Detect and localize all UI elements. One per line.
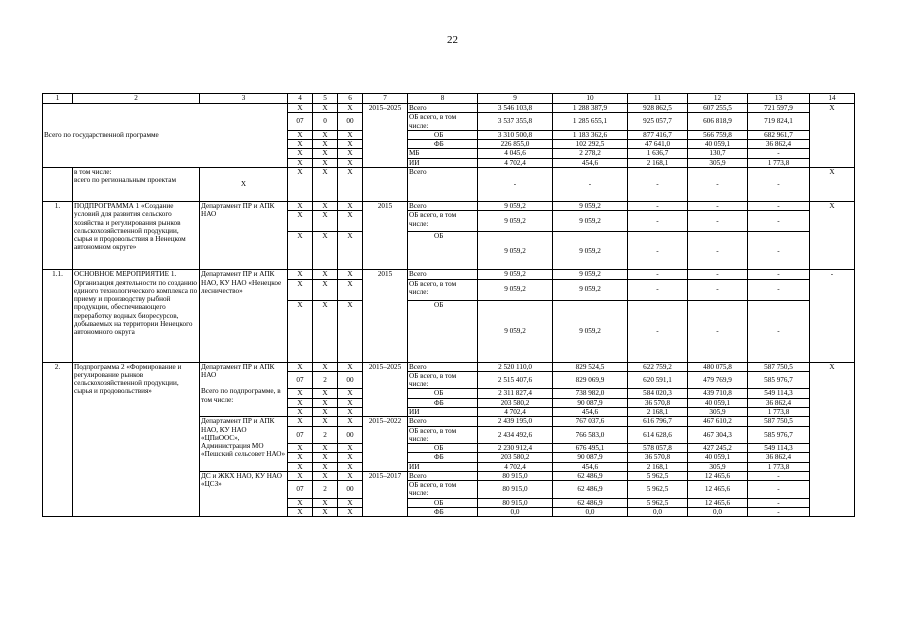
amount-cell: 549 114,3 bbox=[748, 444, 810, 453]
code-cell: Х bbox=[288, 158, 313, 167]
amount-cell: 36 862,4 bbox=[748, 140, 810, 149]
code-cell: 2 bbox=[313, 371, 338, 389]
amount-cell: 1 288 387,9 bbox=[553, 104, 628, 113]
amount-cell: 467 610,2 bbox=[688, 417, 748, 426]
funding-source: Всего bbox=[408, 417, 478, 426]
funding-source: Всего bbox=[408, 201, 478, 210]
executor-cell: Департамент ПР и АПК НАО, КУ НАО «ЦПиООС», Администрация МО «Пешский сельсовет НАО» bbox=[200, 417, 288, 472]
amount-cell: 203 580,2 bbox=[478, 453, 553, 462]
amount-cell: - bbox=[688, 232, 748, 270]
amount-cell: 585 976,7 bbox=[748, 371, 810, 389]
code-cell: Х bbox=[313, 398, 338, 407]
amount-cell: 925 057,7 bbox=[628, 113, 688, 131]
amount-cell: 0,0 bbox=[478, 508, 553, 517]
amount-cell: 90 087,9 bbox=[553, 398, 628, 407]
code-cell: Х bbox=[288, 362, 313, 371]
table-row bbox=[43, 201, 855, 210]
code-cell: Х bbox=[338, 130, 363, 139]
column-header: 7 bbox=[363, 94, 408, 104]
amount-cell: 9 059,2 bbox=[478, 300, 553, 362]
amount-cell: 480 075,8 bbox=[688, 362, 748, 371]
amount-cell: 2 278,2 bbox=[553, 149, 628, 158]
code-cell: Х bbox=[313, 417, 338, 426]
amount-cell: 12 465,6 bbox=[688, 498, 748, 507]
period-cell: 2015–2025 bbox=[363, 362, 408, 417]
funding-source: ОБ bbox=[408, 389, 478, 398]
code-cell: 07 bbox=[288, 371, 313, 389]
amount-cell: 1 773,8 bbox=[748, 407, 810, 416]
amount-cell: 2 439 195,0 bbox=[478, 417, 553, 426]
item-label: ОСНОВНОЕ МЕРОПРИЯТИЕ 1. Организация деятельности по созданию единого технологического комплекса по приему и производству рыбной продукции, обеспечивающего переработку водных биоресурсов, добываемых на территории Ненецкого автономного округа bbox=[73, 270, 200, 362]
code-cell: Х bbox=[313, 508, 338, 517]
code-cell: Х bbox=[288, 149, 313, 158]
amount-cell: 439 710,8 bbox=[688, 389, 748, 398]
amount-cell: 9 059,2 bbox=[478, 270, 553, 279]
code-cell: Х bbox=[288, 211, 313, 232]
period-cell: 2015 bbox=[363, 270, 408, 362]
header-row bbox=[43, 94, 855, 104]
amount-cell: 620 591,1 bbox=[628, 371, 688, 389]
amount-cell: 454,6 bbox=[553, 407, 628, 416]
note-cell: - bbox=[810, 270, 855, 362]
code-cell: Х bbox=[338, 508, 363, 517]
code-cell: Х bbox=[313, 158, 338, 167]
item-number: 2. bbox=[43, 362, 73, 517]
funding-source: ОБ всего, в том числе: bbox=[408, 371, 478, 389]
amount-cell: 585 976,7 bbox=[748, 426, 810, 444]
amount-cell: 226 855,0 bbox=[478, 140, 553, 149]
code-cell: Х bbox=[288, 300, 313, 362]
amount-cell: - bbox=[748, 508, 810, 517]
amount-cell: 719 824,1 bbox=[748, 113, 810, 131]
amount-cell: - bbox=[628, 201, 688, 210]
amount-cell: 5 962,5 bbox=[628, 498, 688, 507]
amount-cell: - bbox=[628, 211, 688, 232]
code-cell: 07 bbox=[288, 426, 313, 444]
code-cell: Х bbox=[338, 167, 363, 201]
amount-cell: 62 486,9 bbox=[553, 498, 628, 507]
period-cell: 2015–2022 bbox=[363, 417, 408, 472]
amount-cell: 36 862,4 bbox=[748, 398, 810, 407]
code-cell: Х bbox=[338, 407, 363, 416]
program-total-label: Всего по государственной программе bbox=[43, 104, 288, 168]
funding-source: ФБ bbox=[408, 398, 478, 407]
amount-cell: - bbox=[748, 498, 810, 507]
item-number: 1. bbox=[43, 201, 73, 269]
table-row bbox=[43, 104, 855, 113]
funding-source: ОБ всего, в том числе: bbox=[408, 481, 478, 499]
code-cell: Х bbox=[338, 362, 363, 371]
code-cell: Х bbox=[313, 211, 338, 232]
executor-cell: Департамент ПР и АПК НАО bbox=[200, 201, 288, 269]
code-cell: Х bbox=[288, 167, 313, 201]
code-cell: Х bbox=[288, 270, 313, 279]
code-cell: Х bbox=[313, 362, 338, 371]
amount-cell: 676 495,1 bbox=[553, 444, 628, 453]
column-header: 5 bbox=[313, 94, 338, 104]
amount-cell: 721 597,9 bbox=[748, 104, 810, 113]
code-cell: Х bbox=[313, 389, 338, 398]
amount-cell: - bbox=[748, 201, 810, 210]
num-cell bbox=[43, 167, 73, 201]
column-header: 3 bbox=[200, 94, 288, 104]
code-cell: Х bbox=[288, 471, 313, 480]
amount-cell: 4 702,4 bbox=[478, 158, 553, 167]
column-header: 10 bbox=[553, 94, 628, 104]
code-cell: Х bbox=[338, 417, 363, 426]
amount-cell: 584 020,3 bbox=[628, 389, 688, 398]
code-cell: Х bbox=[313, 444, 338, 453]
amount-cell: - bbox=[748, 471, 810, 480]
amount-cell: 5 962,5 bbox=[628, 471, 688, 480]
funding-source: ОБ bbox=[408, 444, 478, 453]
code-cell: Х bbox=[338, 211, 363, 232]
funding-source: ОБ всего, в том числе: bbox=[408, 279, 478, 300]
amount-cell: 12 465,6 bbox=[688, 471, 748, 480]
column-header: 12 bbox=[688, 94, 748, 104]
funding-source: ИИ bbox=[408, 158, 478, 167]
table-body bbox=[43, 94, 855, 517]
amount-cell: 9 059,2 bbox=[553, 201, 628, 210]
code-cell: Х bbox=[288, 453, 313, 462]
code-cell: Х bbox=[338, 389, 363, 398]
code-cell: Х bbox=[313, 167, 338, 201]
amount-cell: 622 759,2 bbox=[628, 362, 688, 371]
code-cell: Х bbox=[338, 232, 363, 270]
amount-cell: 566 759,8 bbox=[688, 130, 748, 139]
amount-cell: 36 862,4 bbox=[748, 453, 810, 462]
period-cell bbox=[363, 167, 408, 201]
amount-cell: 738 982,0 bbox=[553, 389, 628, 398]
code-cell: Х bbox=[288, 444, 313, 453]
amount-cell: 62 486,9 bbox=[553, 471, 628, 480]
code-cell: Х bbox=[338, 201, 363, 210]
funding-source: ИИ bbox=[408, 462, 478, 471]
amount-cell: 102 292,5 bbox=[553, 140, 628, 149]
amount-cell: 9 059,2 bbox=[478, 211, 553, 232]
amount-cell: 2 168,1 bbox=[628, 407, 688, 416]
code-cell: Х bbox=[288, 407, 313, 416]
amount-cell: - bbox=[748, 279, 810, 300]
funding-source: ОБ всего, в том числе: bbox=[408, 113, 478, 131]
amount-cell: 2 520 110,0 bbox=[478, 362, 553, 371]
amount-cell: 9 059,2 bbox=[553, 232, 628, 270]
amount-cell: 1 773,8 bbox=[748, 462, 810, 471]
amount-cell: 0,0 bbox=[628, 508, 688, 517]
amount-cell: 479 769,9 bbox=[688, 371, 748, 389]
amount-cell: 80 915,0 bbox=[478, 471, 553, 480]
amount-cell: 3 537 355,8 bbox=[478, 113, 553, 131]
column-header: 13 bbox=[748, 94, 810, 104]
amount-cell: 80 915,0 bbox=[478, 481, 553, 499]
amount-cell: 3 546 103,8 bbox=[478, 104, 553, 113]
amount-cell: 454,6 bbox=[553, 462, 628, 471]
funding-source: ФБ bbox=[408, 140, 478, 149]
code-cell: Х bbox=[288, 498, 313, 507]
code-cell: Х bbox=[338, 398, 363, 407]
period-cell: 2015–2017 bbox=[363, 471, 408, 516]
period-cell: 2015 bbox=[363, 201, 408, 269]
column-header: 11 bbox=[628, 94, 688, 104]
amount-cell: 90 087,9 bbox=[553, 453, 628, 462]
column-header: 6 bbox=[338, 94, 363, 104]
amount-cell: - bbox=[478, 167, 553, 201]
amount-cell: 0,0 bbox=[688, 508, 748, 517]
code-cell: Х bbox=[338, 462, 363, 471]
amount-cell: 587 750,5 bbox=[748, 417, 810, 426]
executor-cell: Департамент ПР и АПК НАО Всего по подпрограмме, в том числе: bbox=[200, 362, 288, 417]
funding-source: ОБ всего, в том числе: bbox=[408, 211, 478, 232]
amount-cell: - bbox=[628, 270, 688, 279]
code-cell: Х bbox=[288, 201, 313, 210]
code-cell: Х bbox=[338, 444, 363, 453]
code-cell: Х bbox=[313, 149, 338, 158]
code-cell: Х bbox=[288, 417, 313, 426]
amount-cell: - bbox=[628, 232, 688, 270]
amount-cell: 40 059,1 bbox=[688, 398, 748, 407]
code-cell: Х bbox=[338, 453, 363, 462]
amount-cell: 614 628,6 bbox=[628, 426, 688, 444]
note-cell: Х bbox=[810, 201, 855, 269]
amount-cell: 549 114,3 bbox=[748, 389, 810, 398]
amount-cell: 1 773,8 bbox=[748, 158, 810, 167]
funding-source: ОБ всего, в том числе: bbox=[408, 426, 478, 444]
code-cell: Х bbox=[338, 279, 363, 300]
amount-cell: 2 168,1 bbox=[628, 158, 688, 167]
amount-cell: 829 069,9 bbox=[553, 371, 628, 389]
code-cell: Х bbox=[288, 508, 313, 517]
amount-cell: 606 818,9 bbox=[688, 113, 748, 131]
amount-cell: 829 524,5 bbox=[553, 362, 628, 371]
column-header: 9 bbox=[478, 94, 553, 104]
amount-cell: - bbox=[688, 300, 748, 362]
amount-cell: 40 059,1 bbox=[688, 140, 748, 149]
executor-cell: Департамент ПР и АПК НАО, КУ НАО «Ненецкое лесничество» bbox=[200, 270, 288, 362]
amount-cell: 2 311 827,4 bbox=[478, 389, 553, 398]
funding-source: ФБ bbox=[408, 453, 478, 462]
column-header: 1 bbox=[43, 94, 73, 104]
amount-cell: 12 465,6 bbox=[688, 481, 748, 499]
code-cell: Х bbox=[338, 471, 363, 480]
amount-cell: 1 285 655,1 bbox=[553, 113, 628, 131]
code-cell: 0 bbox=[313, 113, 338, 131]
funding-source: Всего bbox=[408, 270, 478, 279]
code-cell: Х bbox=[288, 398, 313, 407]
code-cell: 00 bbox=[338, 426, 363, 444]
column-header: 2 bbox=[73, 94, 200, 104]
amount-cell: - bbox=[688, 201, 748, 210]
funding-source: МБ bbox=[408, 149, 478, 158]
note-cell: Х bbox=[810, 167, 855, 201]
item-number: 1.1. bbox=[43, 270, 73, 362]
code-cell: Х bbox=[313, 279, 338, 300]
amount-cell: 454,6 bbox=[553, 158, 628, 167]
amount-cell: 928 862,5 bbox=[628, 104, 688, 113]
page-number: 22 bbox=[447, 34, 458, 46]
amount-cell: 467 304,3 bbox=[688, 426, 748, 444]
amount-cell: - bbox=[688, 167, 748, 201]
table-row bbox=[43, 362, 855, 371]
code-cell: Х bbox=[288, 130, 313, 139]
amount-cell: - bbox=[748, 481, 810, 499]
amount-cell: 9 059,2 bbox=[478, 279, 553, 300]
code-cell: Х bbox=[338, 158, 363, 167]
code-cell: Х bbox=[313, 462, 338, 471]
amount-cell: 616 796,7 bbox=[628, 417, 688, 426]
code-cell: Х bbox=[313, 471, 338, 480]
code-cell: 2 bbox=[313, 481, 338, 499]
amount-cell: 9 059,2 bbox=[478, 201, 553, 210]
code-cell: 2 bbox=[313, 426, 338, 444]
column-header: 4 bbox=[288, 94, 313, 104]
code-cell: Х bbox=[313, 232, 338, 270]
item-label: Подпрограмма 2 «Формирование и регулирование рынков сельскохозяйственной продукции, сырья и продовольствия» bbox=[73, 362, 200, 517]
amount-cell: 9 059,2 bbox=[478, 232, 553, 270]
funding-source: Всего bbox=[408, 104, 478, 113]
amount-cell: 877 416,7 bbox=[628, 130, 688, 139]
amount-cell: - bbox=[628, 167, 688, 201]
amount-cell: 40 059,1 bbox=[688, 453, 748, 462]
amount-cell: - bbox=[748, 149, 810, 158]
code-cell: Х bbox=[313, 140, 338, 149]
period-cell: 2015–2025 bbox=[363, 104, 408, 168]
amount-cell: 9 059,2 bbox=[553, 300, 628, 362]
note-cell: Х bbox=[810, 104, 855, 168]
amount-cell: - bbox=[628, 279, 688, 300]
amount-cell: 2 515 407,6 bbox=[478, 371, 553, 389]
code-cell: Х bbox=[313, 130, 338, 139]
funding-source: ФБ bbox=[408, 508, 478, 517]
code-cell: Х bbox=[288, 279, 313, 300]
code-cell: Х bbox=[313, 104, 338, 113]
funding-source: Всего bbox=[408, 362, 478, 371]
code-cell: 00 bbox=[338, 371, 363, 389]
executor-cell: ДС и ЖКХ НАО, КУ НАО «ЦСЗ» bbox=[200, 471, 288, 516]
amount-cell: 130,7 bbox=[688, 149, 748, 158]
amount-cell: 587 750,5 bbox=[748, 362, 810, 371]
amount-cell: - bbox=[748, 232, 810, 270]
column-header: 8 bbox=[408, 94, 478, 104]
code-cell: Х bbox=[338, 498, 363, 507]
code-cell: Х bbox=[288, 462, 313, 471]
code-cell: 00 bbox=[338, 113, 363, 131]
amount-cell: 3 310 500,8 bbox=[478, 130, 553, 139]
amount-cell: 427 245,2 bbox=[688, 444, 748, 453]
code-cell: Х bbox=[288, 232, 313, 270]
amount-cell: 682 961,7 bbox=[748, 130, 810, 139]
code-cell: 07 bbox=[288, 113, 313, 131]
note-cell: Х bbox=[810, 362, 855, 517]
code-cell: Х bbox=[338, 140, 363, 149]
code-cell: 00 bbox=[338, 481, 363, 499]
amount-cell: 36 570,8 bbox=[628, 453, 688, 462]
regional-label: в том числе: всего по региональным проектам bbox=[73, 167, 200, 201]
code-cell: Х bbox=[338, 270, 363, 279]
amount-cell: 305,9 bbox=[688, 158, 748, 167]
code-cell: Х bbox=[313, 453, 338, 462]
amount-cell: 9 059,2 bbox=[553, 279, 628, 300]
item-label: ПОДПРОГРАММА 1 «Создание условий для развития сельского хозяйства и регулирования рынков сельскохозяйственной продукции, сырья и продовольствия в Ненецком автономном округе» bbox=[73, 201, 200, 269]
code-cell: Х bbox=[288, 104, 313, 113]
amount-cell: 9 059,2 bbox=[553, 270, 628, 279]
code-cell: 07 bbox=[288, 481, 313, 499]
code-cell: Х bbox=[288, 140, 313, 149]
code-cell: Х bbox=[338, 149, 363, 158]
amount-cell: 2 230 912,4 bbox=[478, 444, 553, 453]
amount-cell: - bbox=[688, 211, 748, 232]
funding-source: ИИ bbox=[408, 407, 478, 416]
code-cell: Х bbox=[338, 104, 363, 113]
column-header: 14 bbox=[810, 94, 855, 104]
funding-source: Всего bbox=[408, 471, 478, 480]
funding-source: ОБ bbox=[408, 300, 478, 362]
exec-cell: Х bbox=[200, 167, 288, 201]
code-cell: Х bbox=[313, 498, 338, 507]
amount-cell: 2 434 492,6 bbox=[478, 426, 553, 444]
code-cell: Х bbox=[313, 300, 338, 362]
amount-cell: 36 570,8 bbox=[628, 398, 688, 407]
amount-cell: 4 045,6 bbox=[478, 149, 553, 158]
funding-source: Всего bbox=[408, 167, 478, 201]
amount-cell: 203 580,2 bbox=[478, 398, 553, 407]
amount-cell: 578 057,8 bbox=[628, 444, 688, 453]
amount-cell: 1 183 362,6 bbox=[553, 130, 628, 139]
amount-cell: 1 636,7 bbox=[628, 149, 688, 158]
amount-cell: 607 255,5 bbox=[688, 104, 748, 113]
code-cell: Х bbox=[313, 407, 338, 416]
amount-cell: 767 037,6 bbox=[553, 417, 628, 426]
amount-cell: 305,9 bbox=[688, 407, 748, 416]
amount-cell: 9 059,2 bbox=[553, 211, 628, 232]
amount-cell: - bbox=[748, 211, 810, 232]
budget-table bbox=[42, 93, 855, 517]
amount-cell: 2 168,1 bbox=[628, 462, 688, 471]
funding-source: ОБ bbox=[408, 232, 478, 270]
amount-cell: 766 583,0 bbox=[553, 426, 628, 444]
amount-cell: 4 702,4 bbox=[478, 462, 553, 471]
table-row bbox=[43, 270, 855, 279]
funding-source: ОБ bbox=[408, 498, 478, 507]
amount-cell: - bbox=[553, 167, 628, 201]
amount-cell: 47 641,0 bbox=[628, 140, 688, 149]
amount-cell: 80 915,0 bbox=[478, 498, 553, 507]
amount-cell: - bbox=[688, 279, 748, 300]
table-row bbox=[43, 167, 855, 201]
amount-cell: 62 486,9 bbox=[553, 481, 628, 499]
amount-cell: - bbox=[628, 300, 688, 362]
amount-cell: - bbox=[748, 270, 810, 279]
amount-cell: 305,9 bbox=[688, 462, 748, 471]
code-cell: Х bbox=[313, 201, 338, 210]
amount-cell: - bbox=[748, 167, 810, 201]
amount-cell: - bbox=[688, 270, 748, 279]
code-cell: Х bbox=[288, 389, 313, 398]
amount-cell: 5 962,5 bbox=[628, 481, 688, 499]
funding-source: ОБ bbox=[408, 130, 478, 139]
code-cell: Х bbox=[313, 270, 338, 279]
amount-cell: 0,0 bbox=[553, 508, 628, 517]
amount-cell: 4 702,4 bbox=[478, 407, 553, 416]
code-cell: Х bbox=[338, 300, 363, 362]
amount-cell: - bbox=[748, 300, 810, 362]
